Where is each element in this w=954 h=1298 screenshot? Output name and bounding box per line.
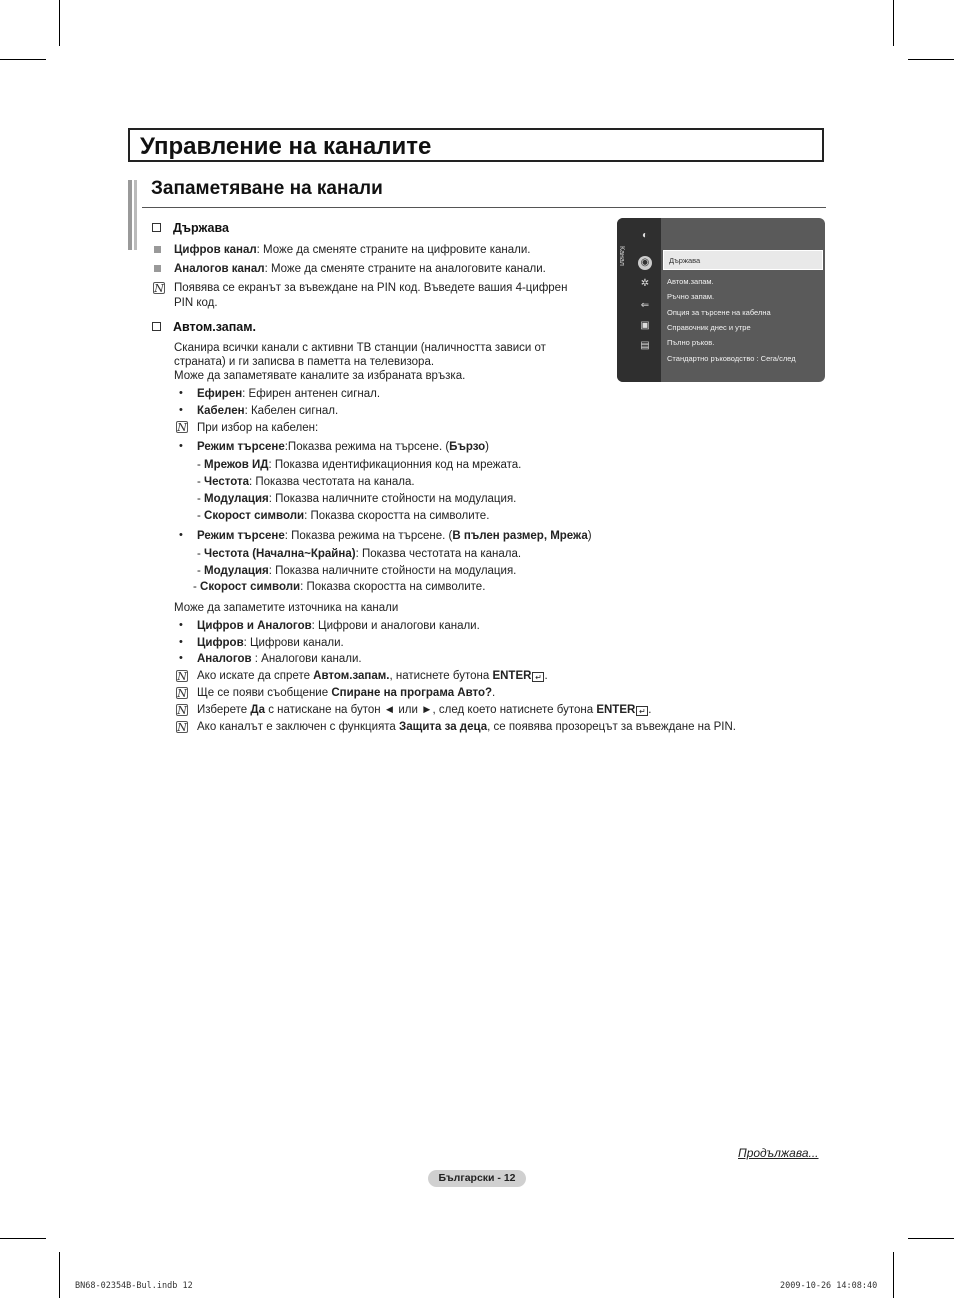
pin-note-line1: Появява се екранът за въвеждане на PIN код. Въведете вашия 4-цифрен <box>174 282 568 294</box>
bullet-dot: • <box>179 387 183 399</box>
modulation-line: - Модулация: Показва наличните стойности на модулация. <box>197 493 517 505</box>
tv-menu-item: Опция за търсене на кабелна <box>667 308 771 317</box>
setup-icon: ✲ <box>640 278 650 289</box>
picture-icon: ◐ <box>641 230 649 241</box>
page-title-box <box>128 128 824 162</box>
section-bar <box>128 180 132 250</box>
autostore-desc: Може да запаметявате каналите за избраната връзка. <box>174 370 466 382</box>
tv-menu-icon-column <box>617 218 661 382</box>
autostore-desc: Сканира всички канали с активни ТВ станции (наличността зависи от <box>174 342 546 354</box>
crop-mark <box>908 1238 954 1239</box>
source-both-line: Цифров и Аналогов: Цифрови и аналогови канали. <box>197 620 480 632</box>
bullet-dot: • <box>179 404 183 416</box>
support-icon: ▤ <box>640 340 650 351</box>
checkbox-bullet-icon <box>152 322 161 331</box>
application-icon: ▣ <box>640 320 650 331</box>
stop-message-note: Ще се появи съобщение Спиране на програма Авто?. <box>197 687 496 699</box>
footer-datetime: 2009-10-26 14:08:40 <box>780 1281 878 1291</box>
digital-channel-line: Цифров канал: Може да сменяте страните на цифровите канали. <box>174 244 531 256</box>
footer-file: BN68-02354B-Bul.indb 12 <box>75 1281 193 1291</box>
section-rule <box>142 207 826 208</box>
autostore-desc: страната) и ги записва в паметта на телевизора. <box>174 356 435 368</box>
page-number-badge: Български - 12 <box>428 1170 526 1187</box>
note-icon: N <box>177 687 187 700</box>
note-icon: N <box>177 721 187 734</box>
cable-note: При избор на кабелен: <box>197 422 319 434</box>
tv-menu-item: Автом.запам. <box>667 277 714 286</box>
bullet-dot: • <box>179 529 183 541</box>
stop-autostore-note: Ако искате да спрете Автом.запам., натиснете бутона ENTER ↵ . <box>197 670 548 682</box>
note-icon: N <box>177 421 187 434</box>
crop-mark <box>908 59 954 60</box>
air-line: Ефирен: Ефирен антенен сигнал. <box>197 388 381 400</box>
channel-icon: ◉ <box>638 256 652 270</box>
continue-text: Продължава... <box>738 1146 819 1160</box>
tv-menu-item: Ръчно запам. <box>667 292 715 301</box>
tv-menu-screenshot <box>617 218 825 382</box>
source-intro: Може да запаметите източника на канали <box>174 602 399 614</box>
analog-channel-line: Аналогов канал: Може да сменяте страните на аналоговите канали. <box>174 263 546 275</box>
country-heading: Държава <box>173 221 229 235</box>
crop-mark <box>0 1238 46 1239</box>
input-icon: ⇐ <box>640 300 650 311</box>
search-mode-full-line: Режим търсене: Показва режима на търсене. (В пълен размер, Мрежа) <box>197 530 592 542</box>
square-bullet-icon <box>154 246 161 253</box>
crop-mark <box>0 59 46 60</box>
cable-line: Кабелен: Кабелен сигнал. <box>197 405 339 417</box>
enter-icon: ↵ <box>636 706 648 716</box>
crop-mark <box>59 0 60 46</box>
note-icon: N <box>154 282 164 295</box>
checkbox-bullet-icon <box>152 223 161 232</box>
autostore-heading: Автом.запам. <box>173 320 256 334</box>
source-analog-line: Аналогов : Аналогови канали. <box>197 653 362 665</box>
symbol-rate-line: - Скорост символи: Показва скоростта на символите. <box>197 510 490 522</box>
network-id-line: - Мрежов ИД: Показва идентификационния код на мрежата. <box>197 459 522 471</box>
source-digital-line: Цифров: Цифрови канали. <box>197 637 344 649</box>
crop-mark <box>893 1252 894 1298</box>
crop-mark <box>59 1252 60 1298</box>
tv-menu-selected-item: Държава <box>663 250 823 270</box>
tv-menu-item: Пълно ръков. <box>667 338 715 347</box>
child-lock-note: Ако каналът е заключен с функцията Защита за деца, се появява прозорецът за въвеждане на PIN. <box>197 721 736 733</box>
enter-icon: ↵ <box>532 672 544 682</box>
tv-menu-side-label: Канал <box>618 246 625 266</box>
pin-note-line2: PIN код. <box>174 297 218 309</box>
symbol-rate-line: - Скорост символи: Показва скоростта на символите. <box>193 581 486 593</box>
frequency-range-line: - Честота (Начална~Крайна): Показва честотата на канала. <box>197 548 522 560</box>
note-icon: N <box>177 670 187 683</box>
modulation-line: - Модулация: Показва наличните стойности на модулация. <box>197 565 517 577</box>
section-bar <box>134 180 137 250</box>
tv-menu-item: Стандартно ръководство : Сега/след <box>667 354 796 363</box>
bullet-dot: • <box>179 636 183 648</box>
search-mode-quick-line: Режим търсене:Показва режима на търсене. (Бързо) <box>197 441 489 453</box>
select-yes-note: Изберете Да с натискане на бутон ◄ или ►, след което натиснете бутона ENTER ↵ . <box>197 704 652 716</box>
bullet-dot: • <box>179 652 183 664</box>
crop-mark <box>893 0 894 46</box>
note-icon: N <box>177 704 187 717</box>
frequency-line: - Честота: Показва честотата на канала. <box>197 476 415 488</box>
page-title: Управление на каналите <box>140 133 432 160</box>
square-bullet-icon <box>154 265 161 272</box>
bullet-dot: • <box>179 619 183 631</box>
section-title: Запаметяване на канали <box>151 178 383 199</box>
tv-menu-item: Справочник днес и утре <box>667 323 751 332</box>
bullet-dot: • <box>179 440 183 452</box>
